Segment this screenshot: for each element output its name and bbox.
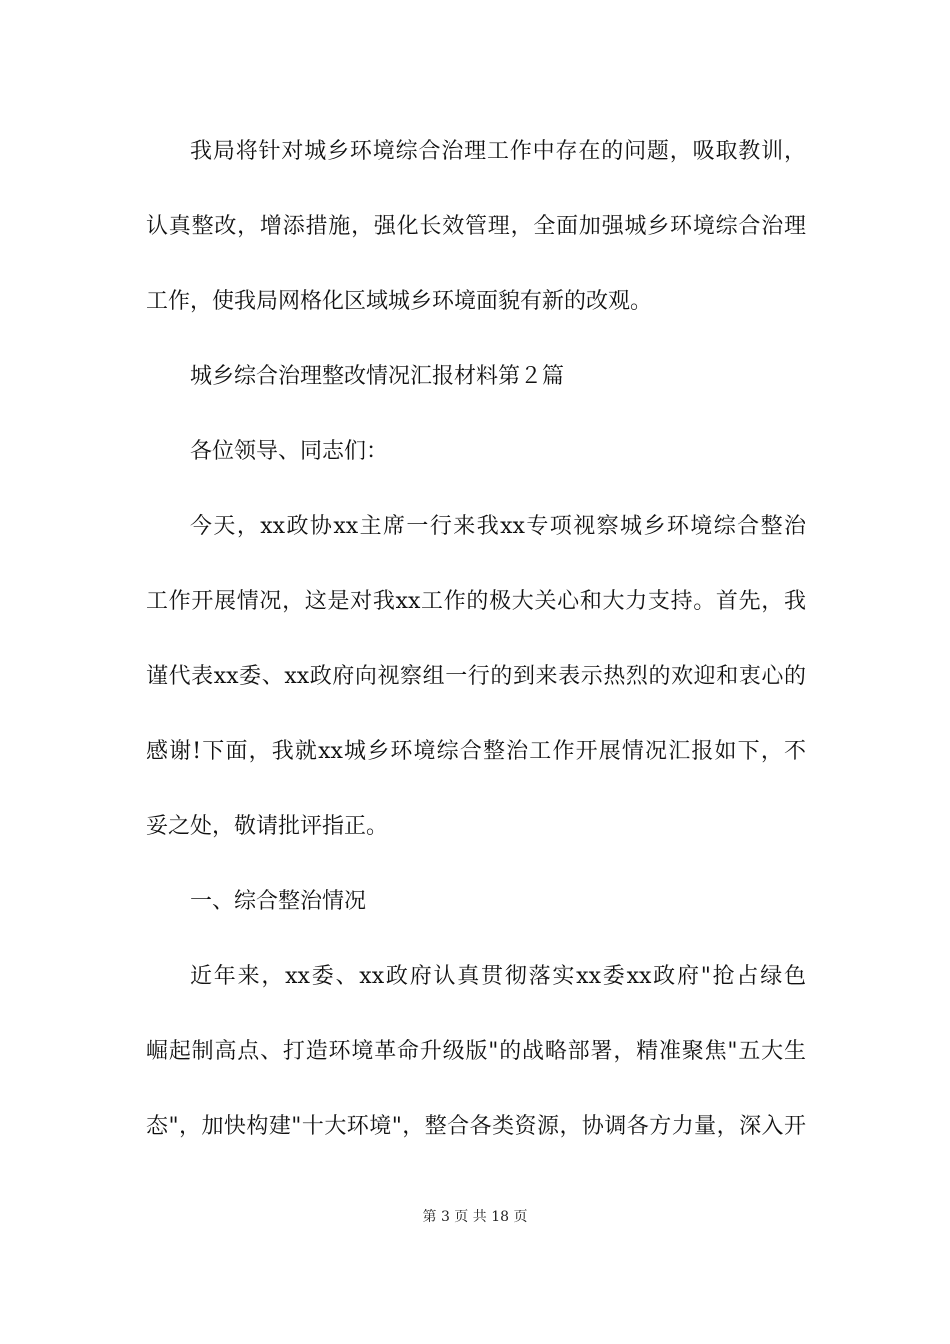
paragraph-line-9: 近年来，xx委、xx政府认真贯彻落实xx委xx政府"抢占绿色 xyxy=(190,964,806,989)
paragraph-line-3: 工作，使我局网格化区域城乡环境面貌有新的改观。 xyxy=(146,289,653,314)
paragraph-line-2: 认真整改，增添措施，强化长效管理，全面加强城乡环境综合治理 xyxy=(146,214,806,239)
paragraph-line-4: 今天，xx政协xx主席一行来我xx专项视察城乡环境综合整治 xyxy=(190,514,806,539)
paragraph-line-5: 工作开展情况，这是对我xx工作的极大关心和大力支持。首先，我 xyxy=(146,589,806,614)
salutation: 各位领导、同志们： xyxy=(190,439,389,464)
paragraph-line-8: 妥之处，敬请批评指正。 xyxy=(146,814,389,839)
paragraph-line-1: 我局将针对城乡环境综合治理工作中存在的问题，吸取教训， xyxy=(190,139,806,164)
paragraph-line-6: 谨代表xx委、xx政府向视察组一行的到来表示热烈的欢迎和衷心的 xyxy=(146,664,806,689)
paragraph-line-11: 态"，加快构建"十大环境"，整合各类资源，协调各方力量，深入开 xyxy=(146,1114,806,1139)
heading-one: 一、综合整治情况 xyxy=(190,889,367,914)
paragraph-line-10: 崛起制高点、打造环境革命升级版"的战略部署，精准聚焦"五大生 xyxy=(146,1039,806,1064)
section-title: 城乡综合治理整改情况汇报材料第２篇 xyxy=(190,364,565,389)
page-footer: 第 3 页 共 18 页 xyxy=(422,1209,528,1225)
paragraph-line-7: 感谢!下面，我就xx城乡环境综合整治工作开展情况汇报如下，不 xyxy=(146,739,806,764)
